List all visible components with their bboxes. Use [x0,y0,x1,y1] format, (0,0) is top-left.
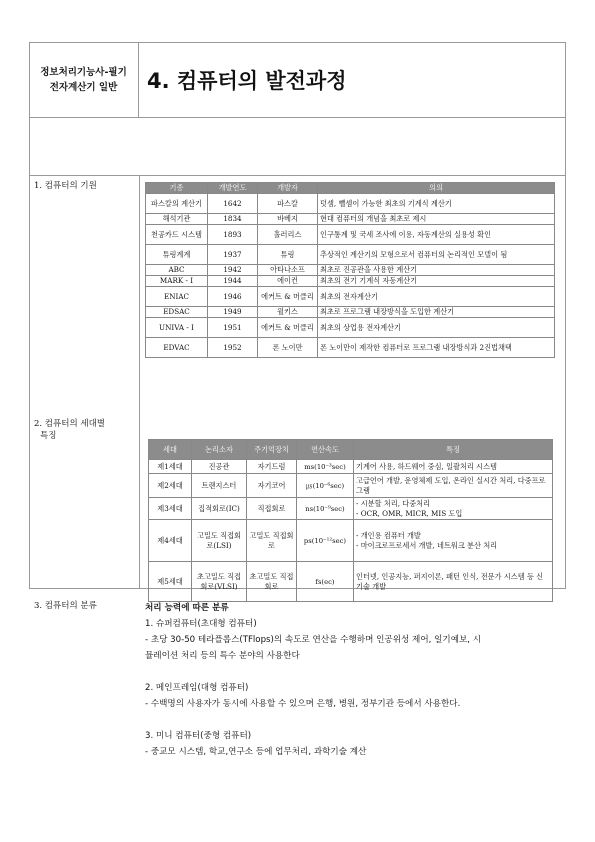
section-label-classification: 3. 컴퓨터의 분류 [34,601,97,611]
generation-header-cell: 주기억장치 [247,440,297,460]
generation-table-cell: 기계어 사용, 하드웨어 중심, 일괄처리 시스템 [354,460,553,474]
generation-table-cell: ㎲(10⁻⁶sec) [297,474,354,498]
origin-header-cell: 개발자 [258,183,318,194]
generation-table-cell: ns(10⁻⁹sec) [297,498,354,520]
generation-table-cell: 제4세대 [149,520,192,562]
origin-table-cell: EDVAC [146,338,208,358]
origin-table-cell: 1942 [208,265,258,276]
origin-table-cell: 천공카드 시스템 [146,225,208,245]
origin-table-cell: 폰 노이만 [258,338,318,358]
origin-table-cell: 1944 [208,276,258,287]
origin-table-cell: 인구통계 및 국세 조사에 이용, 자동계산의 실용성 확인 [318,225,555,245]
section-label-origin: 1. 컴퓨터의 기원 [34,181,97,191]
classification-item-desc: 뮬레이션 처리 등의 특수 분야의 사용한다 [145,651,300,661]
origin-table-cell: 튜링계계 [146,245,208,265]
generation-table-cell: - 시분할 처리, 다중처리 - OCR, OMR, MICR, MIS 도입 [354,498,553,520]
generation-table-row [149,520,553,562]
origin-table-row [146,276,555,287]
classification-item-desc: - 중교모 시스템, 학교,연구소 등에 업무처리, 과학기술 계산 [145,747,367,757]
generation-table-cell: 진공관 [192,460,247,474]
section-label-generations-line2: 특징 [40,431,57,441]
classification-item-desc: - 초당 30-50 테라플롭스(TFlops)의 속도로 연산을 수행하며 인공위성 제어, 일기예보, 시 [145,635,482,645]
generation-table-cell: 제3세대 [149,498,192,520]
origin-table-row [146,245,555,265]
generation-table-cell: ms(10⁻³sec) [297,460,354,474]
origin-table-row [146,194,555,214]
origin-table-cell: 윌키스 [258,307,318,318]
origin-table-row [146,225,555,245]
generation-table-cell: 고급언어 개발, 운영체제 도입, 온라인 실시간 처리, 다중프로그램 [354,474,553,498]
generation-table-cell: 집적회로(IC) [192,498,247,520]
generation-table-cell: 제5세대 [149,562,192,602]
generation-header-cell: 논리소자 [192,440,247,460]
origin-table-cell: 해석기관 [146,214,208,225]
origin-table-row [146,338,555,358]
subject-line-1: 정보처리기능사-필기 [40,66,127,78]
generation-table-row [149,460,553,474]
origin-table-cell: 파스칼 [258,194,318,214]
origin-table-header [146,183,555,194]
origin-table-cell: 에이컨 [258,276,318,287]
origin-table-cell: EDSAC [146,307,208,318]
origin-table-cell: 1949 [208,307,258,318]
classification-item-desc: - 수백명의 사용자가 동시에 사용할 수 있으며 은행, 병원, 정부기관 등에서 사용한다. [145,699,461,709]
generation-header-cell: 연산속도 [297,440,354,460]
classification-item-title: 2. 메인프레임(대형 컴퓨터) [145,683,249,693]
generation-table-cell: 고밀도 직접회로 [247,520,297,562]
origin-table-cell: 1946 [208,287,258,307]
origin-table-row [146,307,555,318]
origin-table-cell: 1893 [208,225,258,245]
generation-table-cell: 직접회로 [247,498,297,520]
origin-table-cell: 1952 [208,338,258,358]
origin-table-row [146,265,555,276]
generation-table-cell: 트랜지스터 [192,474,247,498]
origin-table-cell: 바베지 [258,214,318,225]
origin-table-cell: 최초의 전기 기계식 자동계산기 [318,276,555,287]
origin-table-cell: 1937 [208,245,258,265]
origin-table-cell: ENIAC [146,287,208,307]
origin-table-cell: 1951 [208,318,258,338]
origin-table-cell: 최초의 상업용 전자계산기 [318,318,555,338]
classification-heading: 처리 능력에 따른 분류 [145,603,229,613]
blank-band [29,118,566,176]
origin-table-cell: 에커트 & 머클리 [258,318,318,338]
generation-table-cell: 인터넷, 인공지능, 퍼지이론, 패턴 인식, 전문가 시스템 등 신기술 개발 [354,562,553,602]
origin-table-cell: 파스칼의 계산기 [146,194,208,214]
generation-table-cell: 자기드럼 [247,460,297,474]
origin-table-cell: 덧셈, 뺄셈이 가능한 최초의 기계식 계산기 [318,194,555,214]
origin-table-cell: MARK - I [146,276,208,287]
origin-table-cell: 홀러리스 [258,225,318,245]
generation-table [148,439,553,602]
generation-table-cell: 자기코어 [247,474,297,498]
origin-header-cell: 개발연도 [208,183,258,194]
column-divider [139,176,140,588]
generation-table-cell: ps(10⁻¹²sec) [297,520,354,562]
section-label-generations-line1: 2. 컴퓨터의 세대별 [34,419,105,429]
generation-table-cell: 고밀도 직접회로(LSI) [192,520,247,562]
origin-table-cell: 1834 [208,214,258,225]
origin-table-cell: UNIVA - I [146,318,208,338]
origin-table-cell: 최초로 진공관을 사용한 계산기 [318,265,555,276]
origin-table-cell: 폰 노이만이 제작한 컴퓨터로 프로그램 내장방식과 2진법채택 [318,338,555,358]
origin-table-cell: ABC [146,265,208,276]
origin-table-row [146,318,555,338]
classification-item-title: 1. 슈퍼컴퓨터(초대형 컴퓨터) [145,619,257,629]
origin-table-cell: 현대 컴퓨터의 개념을 최초로 제시 [318,214,555,225]
generation-table-row [149,474,553,498]
origin-table-cell: 최초로 프로그램 내장방식을 도입한 계산기 [318,307,555,318]
generation-table-cell: 초고밀도 직접회로 [247,562,297,602]
origin-table-cell: 추상적인 계산기의 모형으로서 컴퓨터의 논리적인 모델이 됨 [318,245,555,265]
section-label-generations [34,418,105,442]
origin-table-row [146,214,555,225]
generation-table-cell: - 개인용 컴퓨터 개발 - 마이크로프로세서 개발, 네트워크 분산 처리 [354,520,553,562]
origin-table-cell: 튜링 [258,245,318,265]
generation-table-cell: 제2세대 [149,474,192,498]
origin-table-cell: 아타나소프 [258,265,318,276]
generation-table-row [149,562,553,602]
page-title: 4. 컴퓨터의 발전과정 [139,42,566,118]
origin-table-row [146,287,555,307]
subject-box [29,42,139,118]
generation-table-row [149,498,553,520]
generation-table-header [149,440,553,460]
generation-header-cell: 특징 [354,440,553,460]
origin-table-cell: 1642 [208,194,258,214]
generation-table-cell: fs(ec) [297,562,354,602]
generation-header-cell: 세대 [149,440,192,460]
origin-header-cell: 기종 [146,183,208,194]
origin-table-cell: 에커트 & 머클리 [258,287,318,307]
origin-table [145,182,555,358]
generation-table-cell: 제1세대 [149,460,192,474]
origin-table-cell: 최초의 전자계산기 [318,287,555,307]
subject-line-2: 전자계산기 일반 [49,81,118,93]
origin-header-cell: 의의 [318,183,555,194]
generation-table-cell: 초고밀도 직접회로(VLSI) [192,562,247,602]
classification-item-title: 3. 미니 컴퓨터(중형 컴퓨터) [145,731,252,741]
